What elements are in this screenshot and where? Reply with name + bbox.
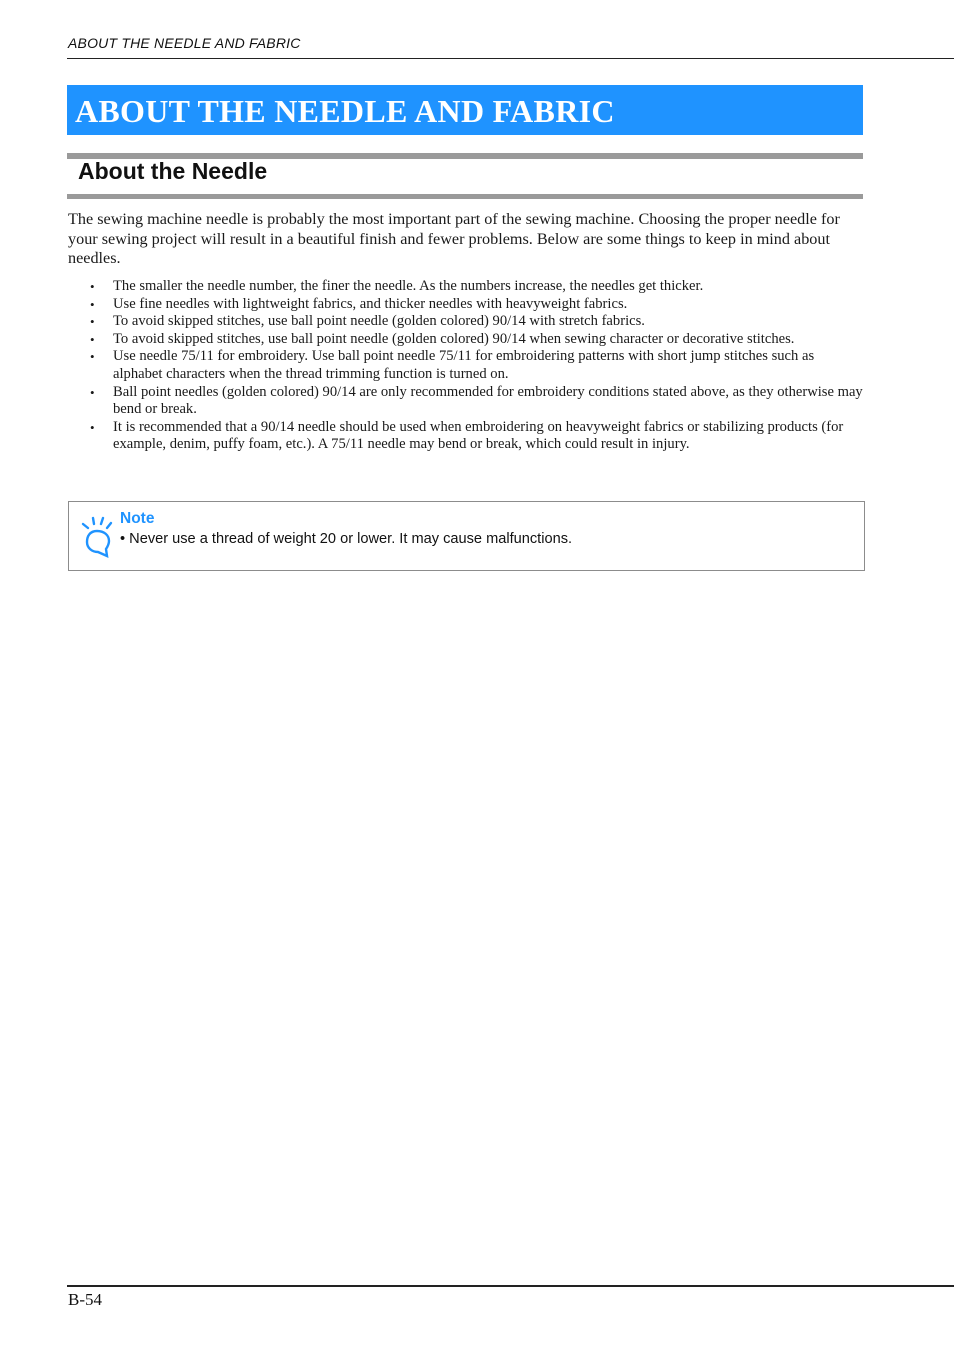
list-item xyxy=(68,296,864,314)
list-item xyxy=(68,348,864,383)
note-heading: Note xyxy=(120,510,155,527)
bullet-icon: • xyxy=(90,331,95,347)
note-box xyxy=(68,501,865,571)
note-text: • Never use a thread of weight 20 or lower. It may cause malfunctions. xyxy=(120,531,573,547)
header-divider xyxy=(67,58,954,59)
list-item xyxy=(68,313,864,331)
bullet-icon: • xyxy=(90,384,95,400)
chapter-title-bar xyxy=(67,85,863,135)
list-item xyxy=(68,419,864,454)
list-item xyxy=(68,384,864,419)
list-item-text: The smaller the needle number, the finer the needle. As the numbers increase, the needles get thicker. xyxy=(113,278,704,294)
intro-paragraph: The sewing machine needle is probably the most important part of the sewing machine. Choosing the proper needle for your sewing project will result in a beautiful finish and fewer problems. Below are some things to keep in mind about needles. xyxy=(68,210,840,268)
page-number: B-54 xyxy=(68,1290,102,1309)
bullet-icon: • xyxy=(90,279,95,294)
list-item xyxy=(68,331,864,349)
bullet-icon: • xyxy=(90,349,95,365)
chapter-title: ABOUT THE NEEDLE AND FABRIC xyxy=(75,92,615,129)
bullet-icon: • xyxy=(90,314,95,330)
list-item-text: Ball point needles (golden colored) 90/14 are only recommended for embroidery conditions stated above, as they otherwise may bend or break. xyxy=(113,383,863,418)
list-item xyxy=(68,278,864,296)
needle-tips-list xyxy=(68,278,864,454)
running-header: ABOUT THE NEEDLE AND FABRIC xyxy=(68,35,301,51)
list-item-text: To avoid skipped stitches, use ball point needle (golden colored) 90/14 with stretch fabrics. xyxy=(113,313,645,330)
section-rule-bottom xyxy=(67,194,863,199)
section-title: About the Needle xyxy=(78,158,268,184)
bullet-icon: • xyxy=(90,296,95,312)
footer-divider xyxy=(67,1285,954,1287)
list-item-text: Use fine needles with lightweight fabrics, and thicker needles with heavyweight fabrics. xyxy=(113,295,628,312)
list-item-text: To avoid skipped stitches, use ball point needle (golden colored) 90/14 when sewing character or decorative stitches. xyxy=(113,330,795,347)
bullet-icon: • xyxy=(90,419,95,435)
list-item-text: Use needle 75/11 for embroidery. Use ball point needle 75/11 for embroidering patterns with short jump stitches such as alphabet characters when the thread trimming function is turned on. xyxy=(113,348,815,382)
list-item-text: It is recommended that a 90/14 needle should be used when embroidering on heavyweight fabrics or stabilizing products (for example, denim, puffy foam, etc.). A 75/11 needle may bend or break, which could result in injury. xyxy=(113,418,844,453)
lightbulb-note-icon xyxy=(80,516,114,558)
